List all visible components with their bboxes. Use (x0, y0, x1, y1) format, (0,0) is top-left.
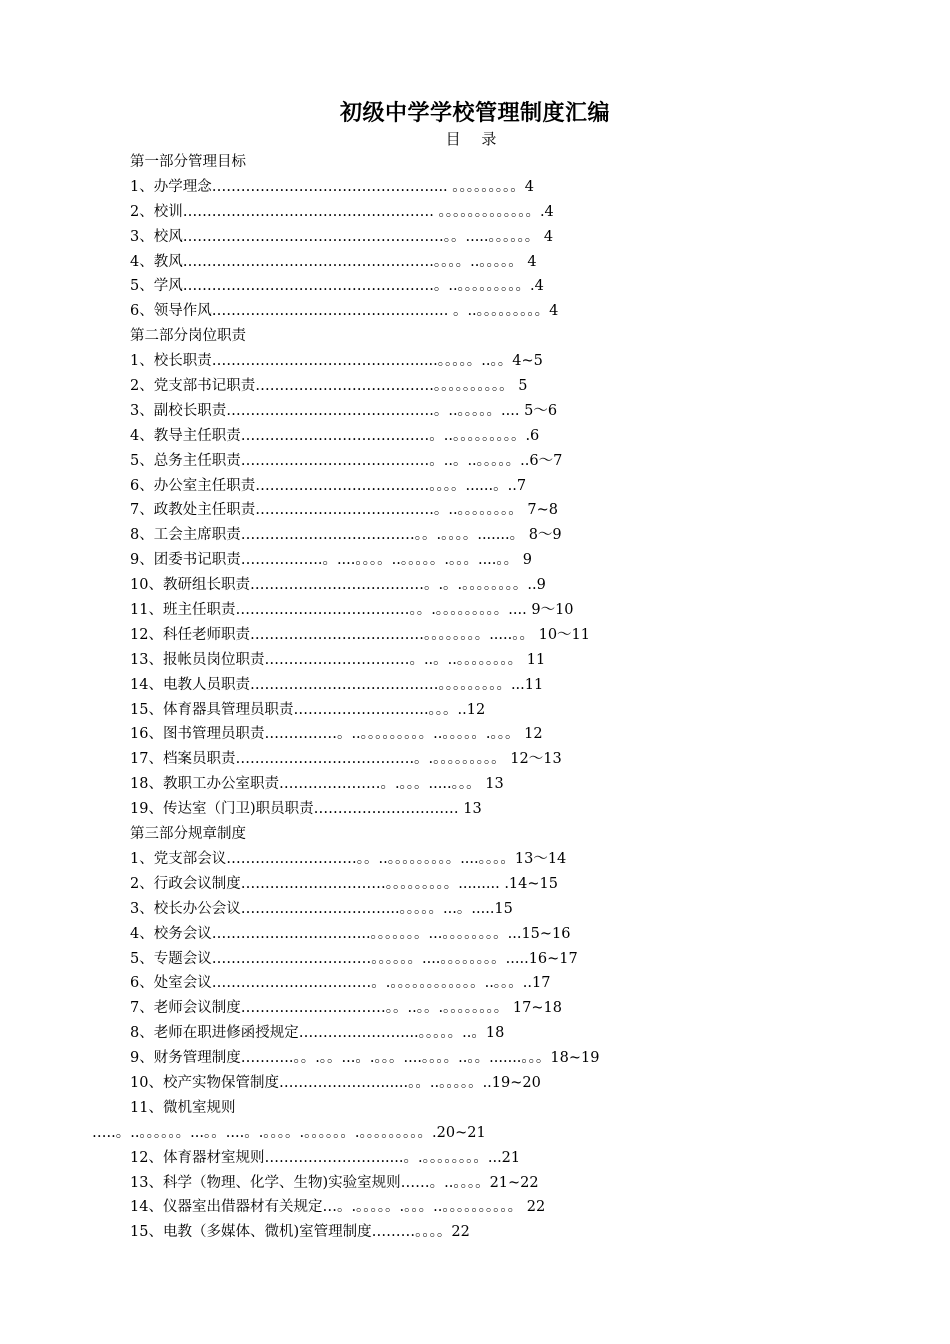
toc-entry: 3、副校长职责…………………………………….。..。。。。。.... 5～6 (130, 402, 558, 419)
toc-entry: 9、团委书记职责……………..。....。。。。..。。。。。.。。。....。。 9 (130, 552, 532, 569)
toc-entry: 3、校长办公会议…………………………...。。。。。...。.....15 (130, 900, 513, 917)
toc-entry: 1、办学理念……………………………………….... 。。。。。。。。。4 (130, 178, 534, 195)
toc-entry: 9、财务管理制度………..。。.。。...。.。。。....。。。。..。。.......。。。18~19 (130, 1050, 600, 1067)
toc-entry: 10、校产实物保管制度…………………......。。..。。。。。..19~20 (130, 1074, 541, 1091)
toc-entry: 11、班主任职责………………………………。。.。。。。。。。。。.... 9～10 (130, 602, 574, 619)
toc-entry: 7、老师会议制度…………………………。。..。。.。。。。。。。。 17~18 (130, 1000, 562, 1017)
toc-entry: 13、报帐员岗位职责…………………………。..。..。。。。。。。。 11 (130, 651, 546, 668)
toc-entry: 4、教导主任职责…………………………………。..。。。。。。。。。.6 (130, 427, 540, 444)
toc-entry: 14、电教人员职责…………………………………。。。。。。。。。...11 (130, 676, 544, 693)
toc-entry: 11、微机室规则 (130, 1099, 236, 1116)
toc-entry: 2、行政会议制度…………………………。。。。。。。。。......... .14~15 (130, 875, 558, 892)
toc-entry: 10、教研组长职责………………………………。.。.。。。。。。。。..9 (130, 577, 546, 594)
toc-entry: 1、校长职责…………………………………….....。。。。。..。。4~5 (130, 353, 543, 370)
toc-entry: 4、教风…………………………………………….。。。。..。。。。。 4 (130, 253, 537, 270)
document-subtitle: 目 录 (445, 130, 505, 148)
toc-entry: 17、档案员职责……………………………….。.。。。。。。。。。 12～13 (130, 751, 562, 768)
toc-entry: 13、科学（物理、化学、生物)实验室规则……。..。。。。21~22 (130, 1174, 539, 1191)
document-title: 初级中学学校管理制度汇编 (339, 101, 610, 126)
toc-entry: 5、专题会议……………………………。。。。。。....。。。。。。。。.....16~17 (130, 950, 578, 967)
toc-entry-continuation: …..。..。。。。。。...。。....。.。。。。.。。。。。。.。。。。。。。。。.20~21 (92, 1124, 486, 1141)
toc-entry: 1、党支部会议………………………。。..。。。。。。。。。....。。。。13～14 (130, 850, 567, 867)
section-heading: 第一部分管理目标 (130, 154, 246, 170)
toc-entry: 6、处室会议……………………………。.。。。。。。。。。。。。..。。。..17 (130, 975, 551, 992)
toc-entry: 15、电教（多媒体、微机)室管理制度………。。。。22 (130, 1224, 470, 1241)
toc-entry: 4、校务会议…………………………...。。。。。。。...。。。。。。。。...15~16 (130, 925, 571, 942)
toc-entry: 5、学风…………………………………………….。..。。。。。。。。。.4 (130, 278, 544, 295)
toc-entry: 15、体育器具管理员职责……………………….。。。..12 (130, 701, 486, 718)
toc-entry: 14、仪器室出借器材有关规定…。.。。。。。.。。。..。。。。。。。。。。 22 (130, 1199, 546, 1216)
toc-entry: 3、校风………………………………………………。。.....。。。。。。 4 (130, 228, 554, 245)
toc-entry: 8、老师在职进修函授规定…………………....。。。。。..。18 (130, 1025, 505, 1042)
toc-entry: 16、图书管理员职责……………。..。。。。。。。。。..。。。。。.。。。 12 (130, 726, 543, 743)
section-heading: 第三部分规章制度 (130, 826, 246, 843)
toc-entry: 5、总务主任职责…………………………………。..。..。。。。。..6～7 (130, 452, 563, 469)
toc-entry: 8、工会主席职责………………………………。。.。。。。.......。 8～9 (130, 527, 562, 544)
toc-entry: 12、科任老师职责………………………………。。。。。。。。.....。。 10～11 (130, 626, 591, 643)
toc-entry: 12、体育器材室规则…………………….....。.。。。。。。。。...21 (130, 1149, 521, 1166)
toc-entry: 18、教职工办公室职责…………………。.。。。.....。。。 13 (130, 776, 504, 793)
table-of-contents (0, 150, 950, 1245)
section-heading: 第二部分岗位职责 (130, 328, 246, 345)
toc-entry: 19、传达室（门卫)职员职责………………………… 13 (130, 801, 482, 818)
toc-entry: 6、办公室主任职责………………………………。。。。......。..7 (130, 477, 527, 494)
toc-entry: 2、党支部书记职责……………………………….。。。。。。。。。。 5 (130, 378, 528, 395)
toc-entry: 2、校训……………………………………………. 。。。。。。。。。。。。。.4 (130, 203, 554, 220)
toc-entry: 7、政教处主任职责……………………………….。..。。。。。。。。 7~8 (130, 502, 559, 519)
toc-entry: 6、领导作风…………………………………………. 。..。。。。。。。。。4 (130, 303, 559, 320)
